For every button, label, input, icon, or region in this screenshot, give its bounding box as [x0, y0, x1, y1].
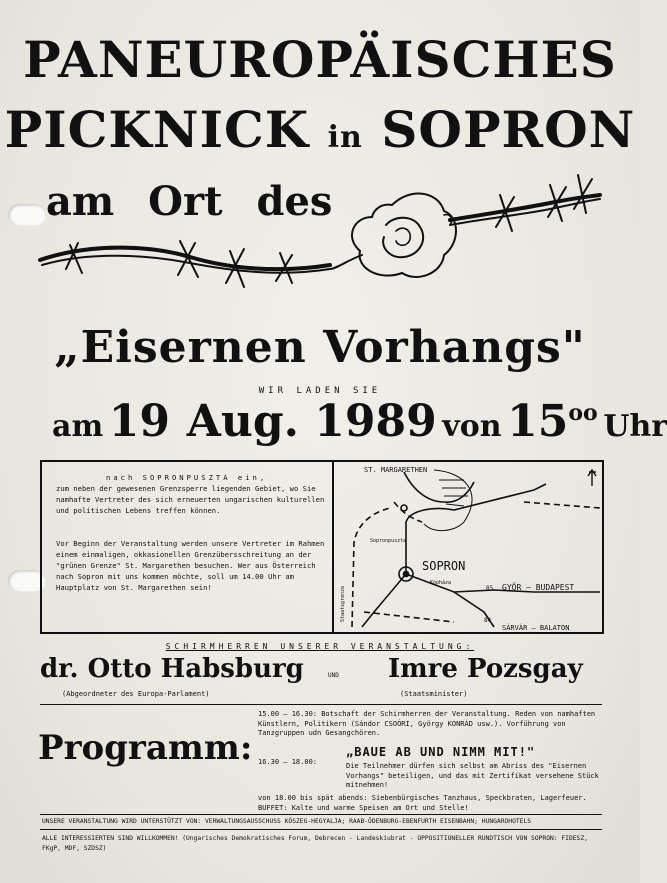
headline-in: in [327, 120, 363, 155]
program-item-2-time: 16.30 – 18.00: [258, 758, 318, 766]
patrons-und: UND [328, 672, 339, 679]
map-road-85: 85 [486, 585, 494, 592]
date-month-year: Aug. 1989 [186, 396, 437, 447]
map-label-sarvar: SÁRVÁR – BALATON [502, 624, 570, 632]
map-label-st-margarethen: ST. MARGARETHEN [364, 466, 428, 474]
date-day: 19 [108, 396, 170, 447]
map-label-gyor: GYŐR – BUDAPEST [502, 583, 575, 592]
location-map [334, 462, 602, 632]
headline-line-3: am Ort des [46, 178, 333, 225]
map-label-kophaza: Kópháza [430, 580, 452, 586]
invitation-text: WIR LADEN SIE [258, 386, 382, 396]
info-paragraph-2: Vor Beginn der Veranstaltung werden unsere Vertreter im Rahmen einem einmaligen, okkasionellen Grenzübersschreitung an der "grünen Grenze" St. Margarethen besuchen. Wer aus Österreich nach Sopron mit uns kommen möchte, soll um 14.00 Uhr am Hauptplatz von St. Margarethen sein! [56, 539, 325, 592]
map-label-border: Staatsgrenze [340, 585, 346, 622]
divider-line-1 [40, 704, 602, 705]
map-label-sopron: SOPRON [422, 559, 466, 573]
footer-welcome: ALLE INTERESSIERTEN SIND WILLKOMMEN! (Ungarisches Demokratisches Forum, Debrecen - Landeskiubrat - OPPOSITIONELLER RUNDTISCH VON SOPRON: FIDESZ, FKgP, MDF, SZDSZ) [42, 835, 588, 852]
info-paragraph-1 [56, 472, 326, 516]
patron-2-role: (Staatsminister) [400, 690, 468, 698]
headline-line-2 [0, 100, 640, 159]
headline-line-1: PANEUROPÄISCHES [23, 30, 617, 89]
patrons-header: SCHIRMHERREN UNSERER VERANSTALTUNG: [165, 642, 475, 651]
program-item-1: 15.00 – 16.30: Botschaft der Schirmherren der Veranstaltung. Reden von namhaften Künstlern, Politikern (Sándor CSOÓRI, György KONRÁD usw.). Vorführung von Tanzgruppen udn Gesangchören. [258, 710, 596, 737]
date-hour: 15 [507, 396, 569, 447]
footer-sponsors: UNSERE VERANSTALTUNG WIRD UNTERSTÜTZT VON: VERWALTUNGSAUSSCHUSS KŐSZEG-HEGYALJA; RAAB-ÖDENBURG-EBENFURTH EISENBAHN; HUNGAROHOTELS [42, 818, 532, 825]
map-label-sopronpuszta: Sopronpuszta [370, 538, 407, 544]
patron-1-name: dr. Otto Habsburg [40, 654, 304, 684]
date-uhr: Uhr [603, 409, 667, 444]
program-item-2-title: „BAUE AB UND NIMM MIT!" [346, 745, 536, 759]
map-road-84: 84 [484, 617, 492, 624]
program-item-2: Die Teilnehmer dürfen sich selbst am Abriss des "Eisernen Vorhangs" beteiligen, und das mit Zertifikat versehene Stück mitnehmen! [346, 762, 599, 789]
info-box [40, 460, 604, 634]
headline-sopron: SOPRON [381, 100, 636, 159]
date-am: am [52, 409, 104, 444]
date-line [52, 396, 667, 447]
patron-1-role: (Abgeordneter des Europa-Parlament) [62, 690, 210, 698]
date-von: von [442, 409, 502, 444]
headline-eisernen-vorhangs: „Eisernen Vorhangs" [54, 322, 586, 373]
headline-picknick: PICKNICK [4, 100, 310, 159]
info-paragraph-1-body: zum neben der gewesenen Grenzsperre liegenden Gebiet, wo Sie namhafte Vertreter des sich erneuerten ungarischen kulturellen und politischen Lebens treffen können. [56, 484, 325, 515]
patron-2-name: Imre Pozsgay [388, 654, 583, 684]
divider-line-3 [40, 829, 602, 830]
divider-line-2 [40, 814, 602, 815]
program-item-3: von 18.00 bis spät abends: Siebenbürgisches Tanzhaus, Speckbraten, Lagerfeuer. BUFFET: Kalte und warme Speisen am Ort und Stelle! [258, 794, 587, 812]
date-minutes: oo [568, 400, 598, 426]
barbed-wire-rose-illustration [30, 165, 610, 315]
info-paragraph-1-lead: nach SOPRONPUSZTA ein, [106, 473, 268, 482]
program-title: Programm: [38, 728, 253, 768]
